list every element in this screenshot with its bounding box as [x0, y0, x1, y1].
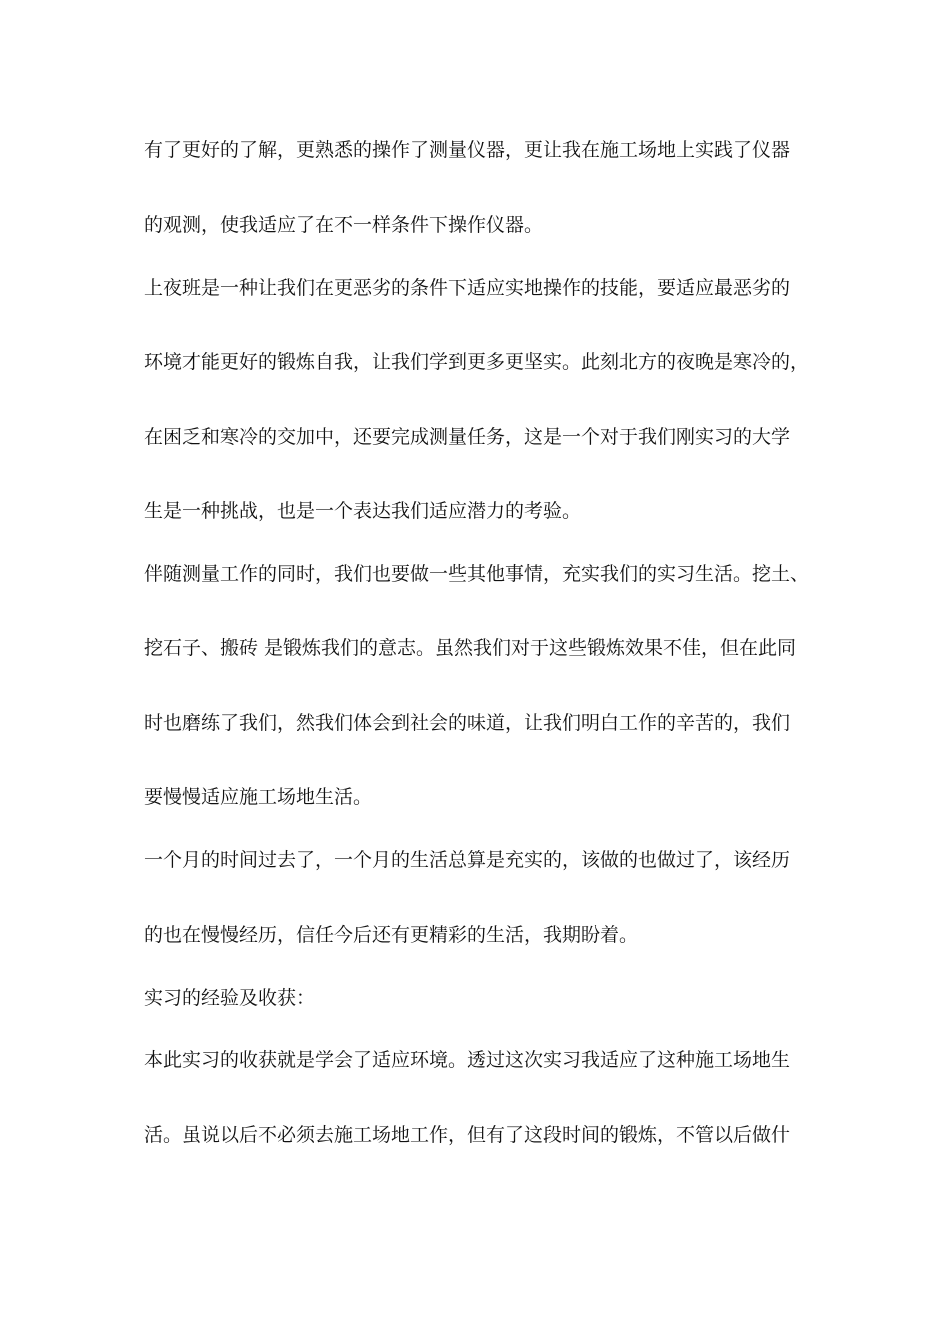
text-line: 生是一种挑战，也是一个表达我们适应潜力的考验。	[144, 500, 582, 522]
text-line: 挖石子、搬砖 是锻炼我们的意志。虽然我们对于这些锻炼效果不佳，但在此同	[144, 637, 797, 659]
text-line: 环境才能更好的锻炼自我，让我们学到更多更坚实。此刻北方的夜晚是寒冷的，	[144, 351, 810, 373]
text-line: 要慢慢适应施工场地生活。	[144, 786, 373, 808]
text-line: 在困乏和寒冷的交加中，还要完成测量任务，这是一个对于我们刚实习的大学	[144, 426, 791, 448]
text-line: 伴随测量工作的同时，我们也要做一些其他事情，充实我们的实习生活。挖土、	[144, 563, 810, 585]
text-line: 本此实习的收获就是学会了适应环境。透过这次实习我适应了这种施工场地生	[144, 1049, 791, 1071]
text-line: 的观测，使我适应了在不一样条件下操作仪器。	[144, 214, 544, 236]
text-line: 实习的经验及收获：	[144, 987, 316, 1009]
text-line: 活。虽说以后不必须去施工场地工作，但有了这段时间的锻炼，不管以后做什	[144, 1124, 791, 1146]
text-line: 一个月的时间过去了，一个月的生活总算是充实的，该做的也做过了，该经历	[144, 849, 791, 871]
text-line: 时也磨练了我们，然我们体会到社会的味道，让我们明白工作的辛苦的，我们	[144, 712, 791, 734]
text-line: 上夜班是一种让我们在更恶劣的条件下适应实地操作的技能，要适应最恶劣的	[144, 277, 791, 299]
text-line: 有了更好的了解，更熟悉的操作了测量仪器，更让我在施工场地上实践了仪器	[144, 139, 791, 161]
text-line: 的也在慢慢经历，信任今后还有更精彩的生活，我期盼着。	[144, 924, 639, 946]
